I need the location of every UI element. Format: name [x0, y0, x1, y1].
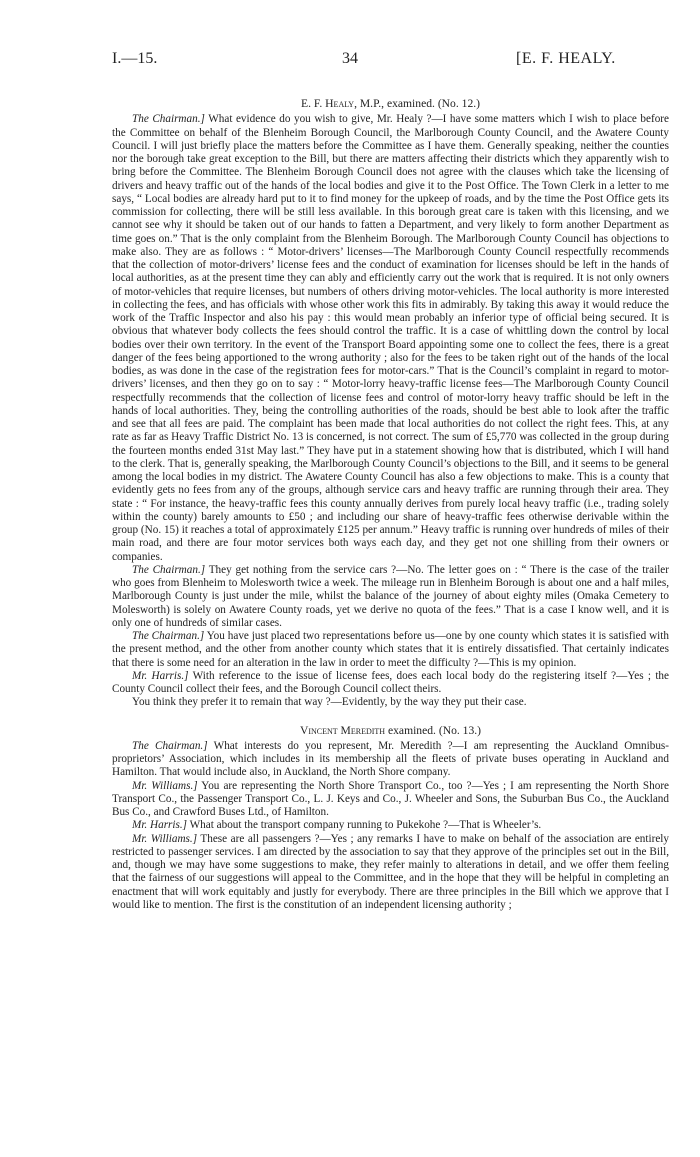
speaker-label: Mr. Harris.] [132, 819, 188, 832]
speaker-label: Mr. Williams.] [132, 779, 198, 792]
paragraph-text: You have just placed two representations before us—one by one county which states it is satisfied with the present method, and the other from another county which states that it is entirely dissatisfied. That certainly indicates that there is some need for an alteration in the law in order to meet the difficulty ?—This is my opinion. [112, 630, 669, 669]
paragraph [112, 780, 669, 820]
paragraph-text: With reference to the issue of license fees, does each local body do the registering itself ?—Yes ; the County Council collect their fees, and the Borough Council collect theirs. [112, 669, 669, 695]
paragraph-text: You think they prefer it to remain that way ?—Evidently, by the way they put their case. [132, 696, 527, 709]
paragraph [112, 630, 669, 670]
header-parliamentary-paper-number: I.—15. [112, 50, 158, 67]
paragraph-text: What evidence do you wish to give, Mr. Healy ?—I have some matters which I wish to place before the Committee on behalf of the Blenheim Borough Council, the Marlborough County Council, and the Awatere County Council. I will just briefly place the matters before the Committee as I have them. Generally speaking, neither the counties nor the borough take great exception to the Bill, but there are matters affecting their districts which they apparently wish to bring before the Committee. The Blenheim Borough Council does not agree with the clauses which take the licensing of drivers and heavy traffic out of the hands of the local bodies and give it to the Post Office. The Town Clerk in a letter to me says, “ Local bodies are already hard put to it to find money for the upkeep of roads, and by the time the Post Office gets its commission for collecting, there will be still less available. In this borough great care is taken with this licensing, and we cannot see why it should be taken out of our hands to fatten a Department, and very likely to form another Department as time goes on.” That is the only complaint from the Blenheim Borough. The Marlborough County Council has objections to make also. They are as follows : “ Motor-drivers’ licenses—The Marlborough County Council respectfully recommends that the collection of motor-drivers’ license fees and the conduct of examination for licenses should be left in the hands of local authorities, as at the present time they can ably and efficiently carry out the work that is required. It is not only owners of motor-vehicles that require licenses, but numbers of others driving motor-vehicles. The local authority is more interested in collecting the fees, and has officials with whose other work this fits in admirably. By taking this away it would reduce the work of the Traffic Inspector and also his pay : this would mean probably an inferior type of official being secured. It is obvious that whatever body collects the fees should control the traffic. It is a case of whittling down the control by local bodies over their own territory. In the event of the Transport Board appointing some one to collect the fees, there is a great danger of the fees being apportioned to the wrong authority ; also for the fees to be taken right out of the hands of the local bodies, as was done in the case of the registration fees for motor-cars.” That is the Council’s complaint in regard to motor-drivers’ licenses, and then they go on to say : “ Motor-lorry heavy-traffic license fees—The Marlborough County Council respectfully recommends that the collection of license fees and control of motor-lorry heavy traffic should be left in the hands of local authorities. They, being the controlling authorities of the roads, should be best able to look after the traffic and see that all fees are paid. The complaint has been made that local authorities do not collect the right fees. This, at any rate as far as Heavy Traffic District No. 13 is concerned, is not correct. The sum of £5,770 was collected in the group during the fourteen months ended 31st May last.” They have put in a statement showing how that is distributed, which I will hand to the clerk. That is, generally speaking, the Marlborough County Council’s objections to the Bill, and it seems to be general among the local bodies in my district. The Awatere County Council has also a few objections to make. This is a county that evidently gets no fees from any of the groups, although service cars and heavy traffic are running through their area. They state : “ For instance, the heavy-traffic fees this county annually derives from purely local heavy traffic (i.e., trading solely within the county) barely amounts to £50 ; and including our share of heavy-traffic fees otherwise derivable within the group (No. 15) it reaches a total of approximately £125 per annum.” Heavy traffic is running over hundreds of miles of their main road, and there are four motor services both ways each day, and they get not one shilling from their owners or companies. [112, 113, 669, 563]
examination-label: examined. (No. 13.) [385, 723, 482, 737]
speaker-label: The Chairman.] [132, 739, 208, 752]
witness-name: E. F. Healy, M.P. [300, 97, 382, 110]
header-witness-name: [E. F. HEALY. [516, 50, 616, 67]
paragraph-text: What about the transport company running to Pukekohe ?—That is Wheeler’s. [187, 819, 542, 832]
paragraph [112, 564, 669, 630]
section-spacer [112, 710, 669, 724]
paragraph [112, 819, 669, 832]
paragraph [112, 833, 669, 913]
paragraph-text: What interests do you represent, Mr. Meredith ?—I am representing the Auckland Omnibus-proprietors’ Association, which includes in its membership all the fleets of private buses operating in Auckland and Hamilton. That would include also, in Auckland, the North Shore company. [112, 739, 670, 779]
paragraph [112, 740, 669, 780]
paragraph [112, 670, 669, 697]
header-page-number: 34 [342, 50, 358, 67]
speaker-label: Mr. Harris.] [132, 669, 189, 682]
speaker-label: The Chairman.] [132, 113, 205, 126]
speaker-label: The Chairman.] [132, 630, 205, 642]
paragraph [112, 113, 669, 564]
speaker-label: Mr. Williams.] [132, 832, 198, 845]
paragraph-text: These are all passengers ?—Yes ; any remarks I have to make on behalf of the association are entirely restricted to passenger services. I am directed by the association to say that they approve of the principles set out in the Bill, and, though we may have some suggestions to make, they refer mainly to alterations in detail, and we offer them feeling that the fairness of our suggestions will appeal to the Committee, and in the hope that they will be helpful in completing an enactment that will work equitably and justly for everybody. There are three principles in the Bill which we approve that I would like to mention. The first is the constitution of an independent licensing authority ; [112, 832, 669, 911]
examination-label: , examined. (No. 12.) [381, 97, 480, 110]
paragraph-text: You are representing the North Shore Transport Co., too ?—Yes ; I am representing the North Shore Transport Co., the Passenger Transport Co., L. J. Keys and Co., J. Wheeler and Sons, the Suburban Bus Co., the Auckland Bus Co., and Crawford Buses Ltd., of Hamilton. [112, 779, 670, 818]
paragraph [112, 696, 669, 709]
section-heading-meredith [112, 724, 669, 737]
paragraph-text: They get nothing from the service cars ?—No. The letter goes on : “ There is the case of the trailer who goes from Blenheim to Molesworth twice a week. The mileage run in Blenheim Borough is about one and a half miles, Marlborough County is just under the mile, whilst the balance of the journey of about eighty miles (Omaka Cemetery to Molesworth) is solely on Awatere County roads, yet we derive no quota of the fees.” That is a case I know well, and it is only one of hundreds of similar cases. [112, 563, 669, 629]
witness-name: Vincent Meredith [299, 723, 386, 737]
speaker-label: The Chairman.] [132, 563, 206, 576]
section-heading-healy [112, 97, 669, 110]
document-body [112, 97, 669, 912]
